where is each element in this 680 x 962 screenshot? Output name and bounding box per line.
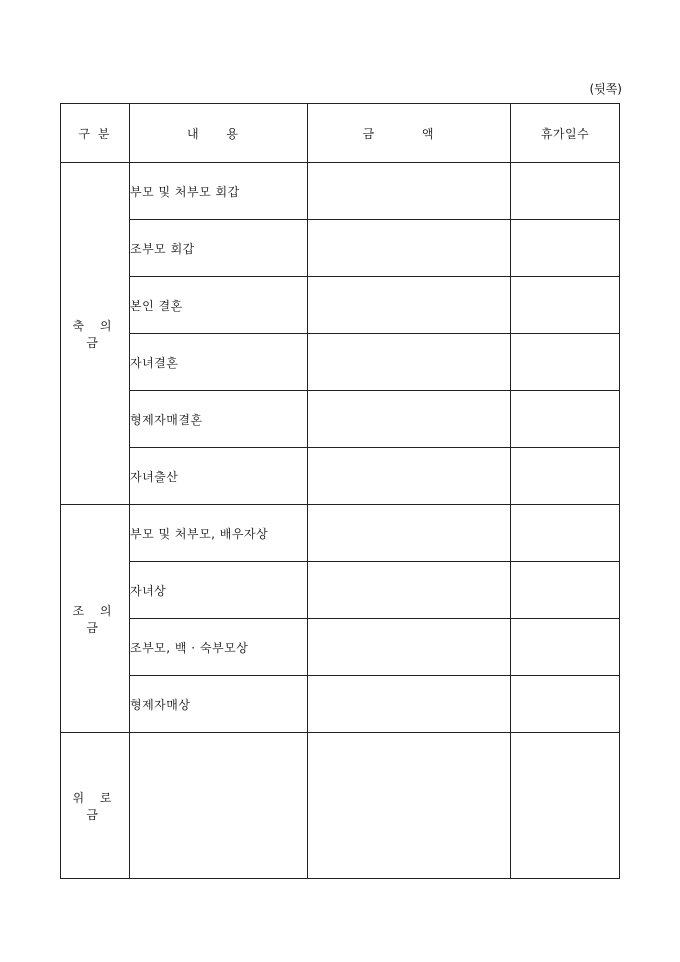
amount-cell[interactable] bbox=[308, 391, 511, 448]
item-label: 형제자매결혼 bbox=[130, 391, 308, 448]
table-row bbox=[61, 733, 620, 879]
leave-days-cell[interactable] bbox=[511, 562, 620, 619]
table-row bbox=[61, 334, 620, 391]
table-row bbox=[61, 448, 620, 505]
leave-days-cell[interactable] bbox=[511, 676, 620, 733]
amount-cell[interactable] bbox=[308, 505, 511, 562]
table-row bbox=[61, 676, 620, 733]
item-label: 부모 및 처부모, 배우자상 bbox=[130, 505, 308, 562]
table-row bbox=[61, 220, 620, 277]
leave-days-cell[interactable] bbox=[511, 505, 620, 562]
item-label: 형제자매상 bbox=[130, 676, 308, 733]
item-label: 자녀상 bbox=[130, 562, 308, 619]
benefit-table bbox=[60, 103, 620, 879]
header-leave-days: 휴가일수 bbox=[511, 104, 620, 163]
item-label: 본인 결혼 bbox=[130, 277, 308, 334]
page-side-note: (뒷쪽) bbox=[589, 82, 622, 96]
content-cell[interactable] bbox=[130, 733, 308, 879]
item-label: 부모 및 처부모 회갑 bbox=[130, 163, 308, 220]
leave-days-cell[interactable] bbox=[511, 277, 620, 334]
table-row bbox=[61, 391, 620, 448]
amount-cell[interactable] bbox=[308, 676, 511, 733]
item-label: 자녀결혼 bbox=[130, 334, 308, 391]
table-row bbox=[61, 163, 620, 220]
amount-cell[interactable] bbox=[308, 619, 511, 676]
item-label: 조부모, 백 · 숙부모상 bbox=[130, 619, 308, 676]
amount-cell[interactable] bbox=[308, 220, 511, 277]
amount-cell[interactable] bbox=[308, 562, 511, 619]
table-row bbox=[61, 562, 620, 619]
header-category: 구 분 bbox=[61, 104, 130, 163]
leave-days-cell[interactable] bbox=[511, 619, 620, 676]
leave-days-cell[interactable] bbox=[511, 391, 620, 448]
item-label: 조부모 회갑 bbox=[130, 220, 308, 277]
table-row bbox=[61, 505, 620, 562]
item-label: 자녀출산 bbox=[130, 448, 308, 505]
amount-cell[interactable] bbox=[308, 277, 511, 334]
amount-cell[interactable] bbox=[308, 448, 511, 505]
amount-cell[interactable] bbox=[308, 163, 511, 220]
amount-cell[interactable] bbox=[308, 733, 511, 879]
leave-days-cell[interactable] bbox=[511, 733, 620, 879]
leave-days-cell[interactable] bbox=[511, 334, 620, 391]
amount-cell[interactable] bbox=[308, 334, 511, 391]
leave-days-cell[interactable] bbox=[511, 448, 620, 505]
table-row bbox=[61, 619, 620, 676]
header-amount: 금 액 bbox=[308, 104, 511, 163]
leave-days-cell[interactable] bbox=[511, 163, 620, 220]
category-congratulatory: 축 의 금 bbox=[61, 163, 130, 505]
table-row bbox=[61, 277, 620, 334]
category-condolence: 조 의 금 bbox=[61, 505, 130, 733]
header-row bbox=[61, 104, 620, 163]
leave-days-cell[interactable] bbox=[511, 220, 620, 277]
header-content: 내 용 bbox=[130, 104, 308, 163]
category-consolation: 위 로 금 bbox=[61, 733, 130, 879]
